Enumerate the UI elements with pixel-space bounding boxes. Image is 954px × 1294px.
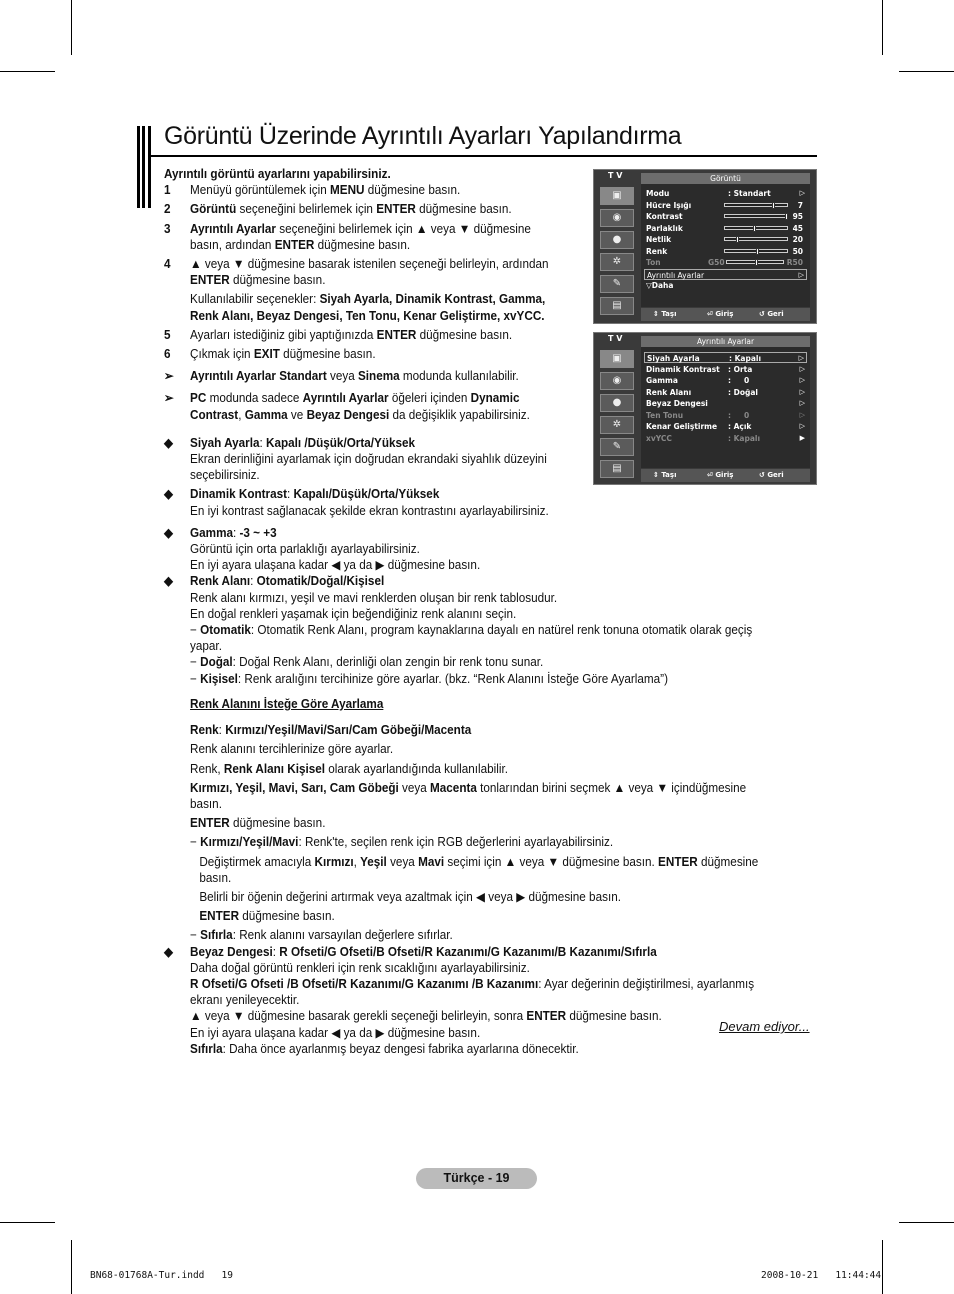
application-icon[interactable]: ▤ <box>600 460 634 478</box>
crop-mark <box>882 1240 883 1294</box>
level-bar[interactable] <box>726 260 784 264</box>
osd-row-siyah-ayarla[interactable]: Siyah Ayarla : Kapalı ▷ <box>644 352 807 363</box>
input-icon[interactable]: ✎ <box>600 438 634 456</box>
crop-mark <box>71 1240 72 1294</box>
item-renk-alani: ◆ Renk Alanı: Otomatik/Doğal/Kişisel Renk alanı kırmızı, yeşil ve mavi renklerden oluşan bir renk tablosudur. En doğal renkleri yaşamak için beğendiğiniz renk alanını seçin. − Otomatik: Otomatik Renk Alanı, program kaynaklarına dayalı en natürel renk tonuna otomatik olarak geçiş yapar. − Doğal: Doğal Renk Alanı, derinliği olan zengin bir renk tonu sunar. − Kişisel: Renk aralığını tercihinize göre ayarlar. (bkz. “Renk Alanını İsteğe Göre Ayarlama”) <box>164 574 753 686</box>
crop-mark <box>899 71 954 72</box>
osd-sidebar <box>598 184 636 319</box>
move-hint: ⇕ Taşı <box>653 471 677 479</box>
picture-icon[interactable]: ▣ <box>600 187 634 205</box>
osd-tv-label: T V <box>608 171 623 180</box>
picture-icon[interactable]: ▣ <box>600 350 634 368</box>
back-hint: ↺ Geri <box>759 310 784 318</box>
note-2: ➢ PC modunda sadece Ayrıntılı Ayarlar öğeleri içinden Dynamic Contrast, Gamma ve Beyaz Dengesi da değişiklik yapabilirsiniz. <box>164 391 530 422</box>
osd-row-netlik[interactable]: Netlik 20 <box>646 235 803 244</box>
level-bar[interactable] <box>724 237 788 241</box>
note-1: ➢ Ayrıntılı Ayarlar Standart veya Sinema modunda kullanılabilir. <box>164 369 519 384</box>
osd-row-dinamik-kontrast[interactable]: Dinamik Kontrast : Orta ▷ <box>646 365 805 374</box>
back-hint: ↺ Geri <box>759 471 784 479</box>
input-icon[interactable]: ✎ <box>600 275 634 293</box>
step-3: 3 Ayrıntılı Ayarlar seçeneğini belirlemek için ▲ veya ▼ düğmesine basın, ardından ENTER düğmesine basın. <box>164 221 531 252</box>
crop-mark <box>0 1222 55 1223</box>
renk-enter: ENTER düğmesine basın. <box>190 816 326 831</box>
osd-row-hucre-isigi[interactable]: Hücre Işığı 7 <box>646 201 803 210</box>
channel-icon[interactable]: ● <box>600 394 634 412</box>
osd-sidebar <box>598 347 636 482</box>
channel-icon[interactable]: ● <box>600 231 634 249</box>
osd-picture-menu <box>593 169 817 324</box>
enter-hint: ⏎ Giriş <box>707 471 734 479</box>
item-beyaz-dengesi: ◆ Beyaz Dengesi: R Ofseti/G Ofseti/B Ofseti/R Kazanımı/G Kazanımı/B Kazanımı/Sıfırla Daha doğal görüntü renkleri için renk sıcaklığını ayarlayabilirsiniz. R Ofseti/G Ofseti /B Ofseti/R Kazanımı/G Kazanımı /B Kazanımı: Ayar değerinin değiştirilmesi, ayarlanmış ekranı yenileyecektir. ▲ veya ▼ düğmesine basarak gerekli seçeneği belirleyin, sonra ENTER düğmesine basın. En iyi ayara ulaşana kadar ◀ ya da ▶ düğmesine basın. Sıfırla: Daha önce ayarlanmış beyaz dengesi fabrika ayarlarına dönecektir. <box>164 944 755 1056</box>
renk-options: Renk: Kırmızı/Yeşil/Mavi/Sarı/Cam Göbeği/Macenta <box>190 723 472 738</box>
item-siyah-ayarla: ◆ Siyah Ayarla: Kapalı /Düşük/Orta/Yüksek Ekran derinliğini ayarlamak için doğrudan ekrandaki siyahlık düzeyini seçebilirsiniz. <box>164 435 547 483</box>
osd-tv-label: T V <box>608 334 623 343</box>
step-4: 4 ▲ veya ▼ düğmesine basarak istenilen seçeneği belirleyin, ardından ENTER düğmesine basın. <box>164 257 549 288</box>
crop-mark <box>0 71 55 72</box>
osd-row-ten-tonu[interactable]: Ten Tonu : 0 ▷ <box>646 411 805 420</box>
osd-header: Görüntü <box>641 173 810 184</box>
page-number: Türkçe - 19 <box>416 1168 537 1189</box>
page-title: Görüntü Üzerinde Ayrıntılı Ayarları Yapılandırma <box>164 122 682 150</box>
item-gamma: ◆ Gamma: -3 ~ +3 Görüntü için orta parlaklığı ayarlayabilirsiniz. En iyi ayara ulaşana kadar ◀ ya da ▶ düğmesine basın. <box>164 525 481 573</box>
level-bar[interactable] <box>724 203 788 207</box>
osd-row-kenar-gelistirme[interactable]: Kenar Geliştirme : Açık ▷ <box>646 422 805 431</box>
step-6: 6 Çıkmak için EXIT düğmesine basın. <box>164 347 376 362</box>
step-1: 1 Menüyü görüntülemek için MENU düğmesine basın. <box>164 183 461 198</box>
intro: Ayrıntılı görüntü ayarlarını yapabilirsiniz. <box>164 167 391 181</box>
osd-footer <box>641 308 810 321</box>
osd-row-daha[interactable]: ▽Daha <box>646 281 674 290</box>
osd-panel <box>641 184 810 307</box>
subsection-heading: Renk Alanını İsteğe Göre Ayarlama <box>190 696 384 711</box>
sound-icon[interactable]: ◉ <box>600 372 634 390</box>
osd-row-beyaz-dengesi[interactable]: Beyaz Dengesi ▷ <box>646 399 805 408</box>
osd-row-renk-alani[interactable]: Renk Alanı : Doğal ▷ <box>646 388 805 397</box>
setup-icon[interactable]: ✲ <box>600 253 634 271</box>
enter-hint: ⏎ Giriş <box>707 310 734 318</box>
application-icon[interactable]: ▤ <box>600 297 634 315</box>
osd-row-gamma[interactable]: Gamma : 0 ▷ <box>646 376 805 385</box>
osd-header: Ayrıntılı Ayarlar <box>641 336 810 347</box>
osd-row-ton[interactable]: Ton G50 R50 <box>646 258 803 267</box>
renk-rgb-change: Değiştirmek amacıyla Kırmızı, Yeşil veya Mavi seçimi için ▲ veya ▼ düğmesine basın. ENTER düğmesine basın. <box>199 854 759 885</box>
step-4-options: Kullanılabilir seçenekler: Siyah Ayarla, Dinamik Kontrast, Gamma, Renk Alanı, Beyaz Dengesi, Ten Tonu, Kenar Geliştirme, xvYCC. <box>190 292 546 323</box>
step-2: 2 Görüntü seçeneğini belirlemek için ENTER düğmesine basın. <box>164 202 512 217</box>
renk-select: Kırmızı, Yeşil, Mavi, Sarı, Cam Göbeği veya Macenta tonlarından birini seçmek ▲ veya ▼ içindüğmesine basın. <box>190 780 747 811</box>
osd-panel <box>641 347 810 468</box>
crop-mark <box>899 1222 954 1223</box>
osd-detailed-settings-menu <box>593 332 817 485</box>
renk-rgb: − Kırmızı/Yeşil/Mavi: Renk'te, seçilen renk için RGB değerlerini ayarlayabilirsiniz. <box>190 835 614 850</box>
osd-row-renk[interactable]: Renk 50 <box>646 247 803 256</box>
level-bar[interactable] <box>724 226 788 230</box>
level-bar[interactable] <box>724 214 788 218</box>
print-footer-file: BN68-01768A-Tur.indd 19 <box>90 1270 233 1281</box>
renk-usage: Renk, Renk Alanı Kişisel olarak ayarlandığında kullanılabilir. <box>190 761 508 776</box>
title-rule <box>150 155 817 157</box>
osd-row-xvycc[interactable]: xvYCC : Kapalı ▶ <box>646 434 805 443</box>
osd-row-modu[interactable]: Modu : Standart ▷ <box>646 189 805 198</box>
move-hint: ⇕ Taşı <box>653 310 677 318</box>
item-dinamik-kontrast: ◆ Dinamik Kontrast: Kapalı/Düşük/Orta/Yüksek En iyi kontrast sağlanacak şekilde ekran kontrastını ayarlayabilirsiniz. <box>164 487 549 518</box>
osd-row-ayrintili-ayarlar[interactable]: Ayrıntılı Ayarlar ▷ <box>644 269 807 280</box>
crop-mark <box>882 0 883 55</box>
renk-rgb-adjust: Belirli bir öğenin değerini artırmak veya azaltmak için ◀ veya ▶ düğmesine basın. <box>199 889 621 904</box>
setup-icon[interactable]: ✲ <box>600 416 634 434</box>
sound-icon[interactable]: ◉ <box>600 209 634 227</box>
renk-desc: Renk alanını tercihlerinize göre ayarlar. <box>190 742 394 757</box>
step-5: 5 Ayarları istediğiniz gibi yaptığınızda ENTER düğmesine basın. <box>164 327 513 342</box>
print-footer-date: 2008-10-21 11:44:44 <box>761 1270 882 1281</box>
osd-row-kontrast[interactable]: Kontrast 95 <box>646 212 803 221</box>
continued-link: Devam ediyor... <box>719 1019 810 1034</box>
osd-footer <box>641 469 810 482</box>
title-decoration <box>137 126 151 208</box>
level-bar[interactable] <box>724 249 788 253</box>
renk-reset: − Sıfırla: Renk alanını varsayılan değerlere sıfırlar. <box>190 928 453 943</box>
renk-rgb-enter: ENTER düğmesine basın. <box>199 909 335 924</box>
osd-row-parlaklik[interactable]: Parlaklık 45 <box>646 224 803 233</box>
crop-mark <box>71 0 72 55</box>
